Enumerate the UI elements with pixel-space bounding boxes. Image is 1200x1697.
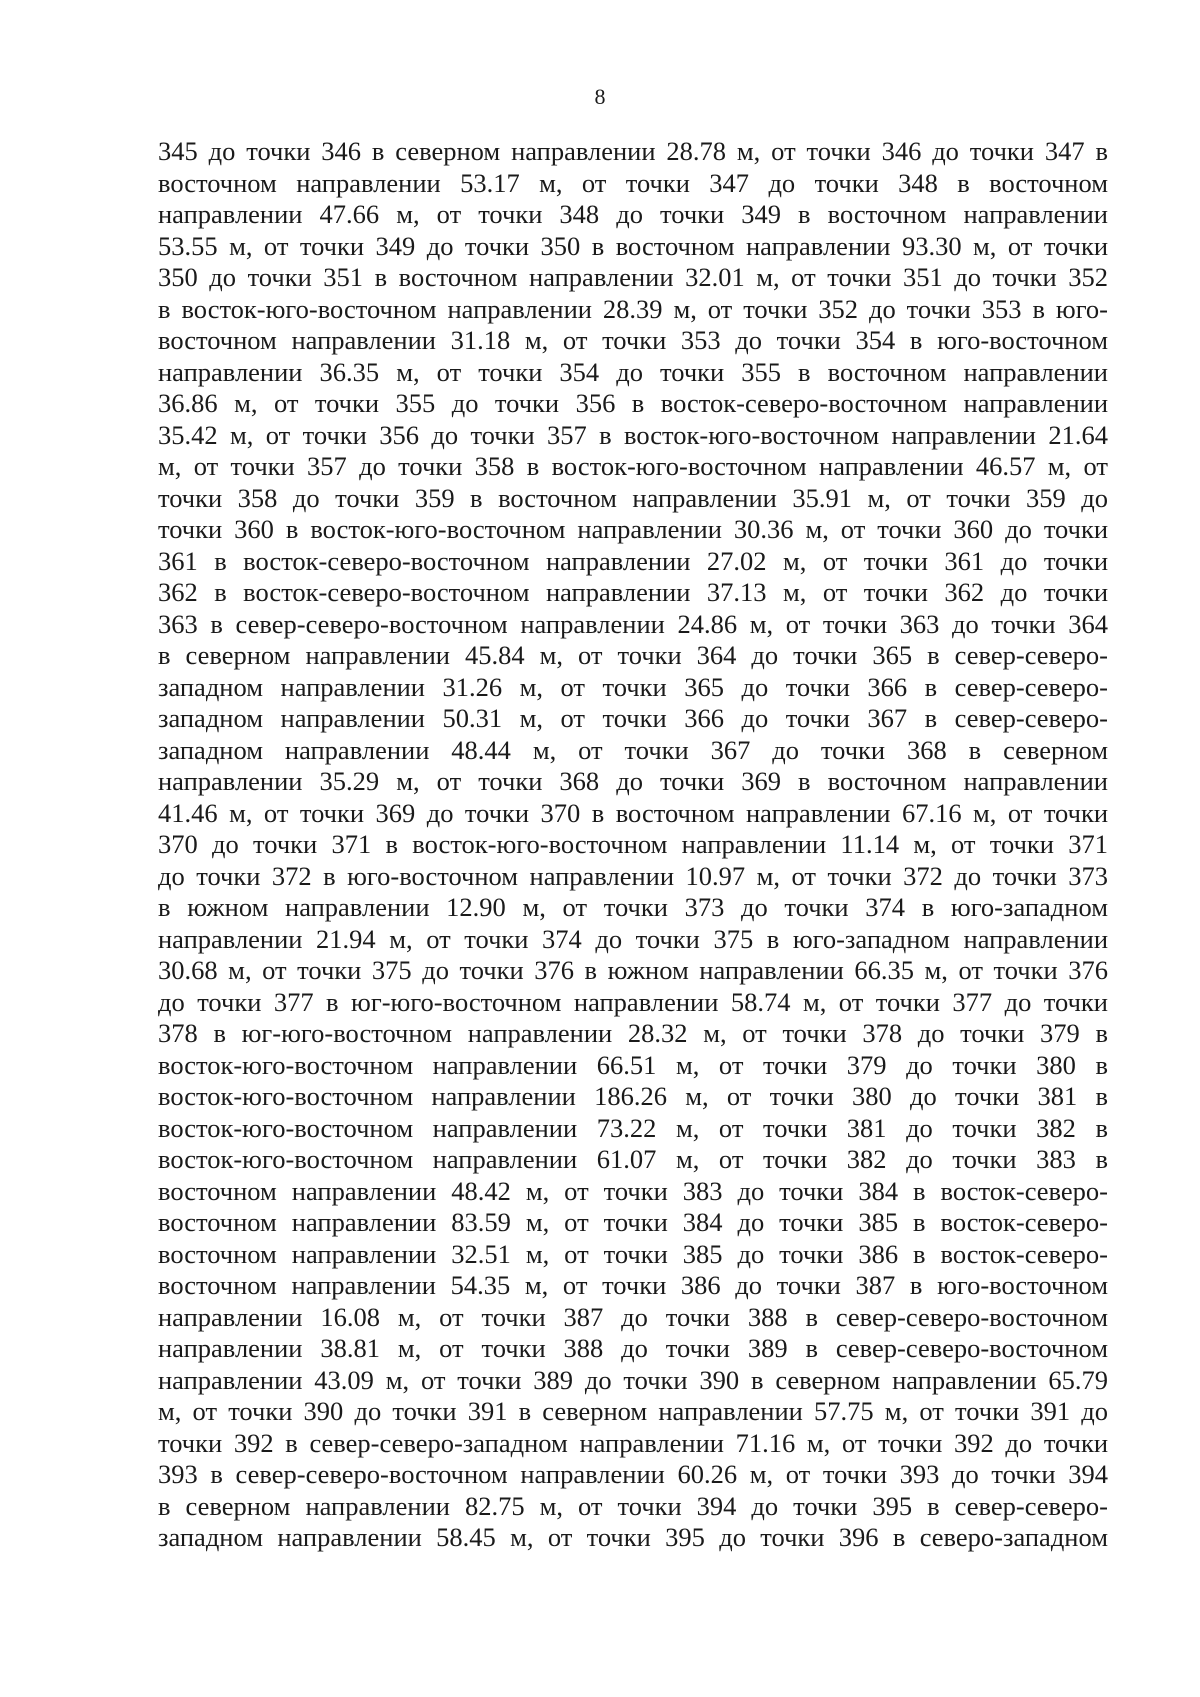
text-line: направлении 47.66 м, от точки 348 до точки 349 в восточном направлении <box>158 199 1108 229</box>
text-line: 350 до точки 351 в восточном направлении 32.01 м, от точки 351 до точки 352 <box>158 262 1108 292</box>
text-line: в южном направлении 12.90 м, от точки 373 до точки 374 в юго-западном <box>158 892 1108 922</box>
text-line: 36.86 м, от точки 355 до точки 356 в восток-северо-восточном направлении <box>158 388 1108 418</box>
text-line: 35.42 м, от точки 356 до точки 357 в восток-юго-восточном направлении 21.64 <box>158 419 1108 450</box>
text-line: 363 в север-северо-восточном направлении 24.86 м, от точки 363 до точки 364 <box>158 608 1108 639</box>
text-line: 370 до точки 371 в восток-юго-восточном направлении 11.14 м, от точки 371 <box>158 829 1108 859</box>
text-line: восточном направлении 53.17 м, от точки 347 до точки 348 в восточном <box>158 167 1108 198</box>
text-line: западном направлении 31.26 м, от точки 365 до точки 366 в север-северо- <box>158 671 1108 702</box>
text-line: точки 358 до точки 359 в восточном направлении 35.91 м, от точки 359 до <box>158 482 1108 513</box>
text-line: в северном направлении 45.84 м, от точки 364 до точки 365 в север-северо- <box>158 640 1108 670</box>
text-line: 41.46 м, от точки 369 до точки 370 в восточном направлении 67.16 м, от точки <box>158 797 1108 828</box>
text-line: направлении 16.08 м, от точки 387 до точки 388 в север-северо-восточном <box>158 1301 1108 1332</box>
text-line: 361 в восток-северо-восточном направлении 27.02 м, от точки 361 до точки <box>158 545 1108 576</box>
text-line: восточном направлении 48.42 м, от точки 383 до точки 384 в восток-северо- <box>158 1175 1108 1206</box>
text-line: направлении 35.29 м, от точки 368 до точки 369 в восточном направлении <box>158 766 1108 796</box>
text-line: восточном направлении 54.35 м, от точки 386 до точки 387 в юго-восточном <box>158 1270 1108 1300</box>
text-line: западном направлении 50.31 м, от точки 366 до точки 367 в север-северо- <box>158 703 1108 733</box>
text-line: восток-юго-восточном направлении 186.26 м, от точки 380 до точки 381 в <box>158 1081 1108 1111</box>
text-line: 393 в север-северо-восточном направлении 60.26 м, от точки 393 до точки 394 <box>158 1459 1108 1489</box>
text-line: восточном направлении 83.59 м, от точки 384 до точки 385 в восток-северо- <box>158 1207 1108 1237</box>
text-line: направлении 36.35 м, от точки 354 до точки 355 в восточном направлении <box>158 356 1108 387</box>
text-line: м, от точки 390 до точки 391 в северном направлении 57.75 м, от точки 391 до <box>158 1396 1108 1426</box>
text-line: точки 392 в север-северо-западном направлении 71.16 м, от точки 392 до точки <box>158 1427 1108 1458</box>
text-line: 378 в юг-юго-восточном направлении 28.32 м, от точки 378 до точки 379 в <box>158 1018 1108 1048</box>
text-line: до точки 372 в юго-восточном направлении 10.97 м, от точки 372 до точки 373 <box>158 860 1108 891</box>
text-line: направлении 21.94 м, от точки 374 до точки 375 в юго-западном направлении <box>158 923 1108 954</box>
text-line: 30.68 м, от точки 375 до точки 376 в южном направлении 66.35 м, от точки 376 <box>158 955 1108 985</box>
text-line: восточном направлении 32.51 м, от точки 385 до точки 386 в восток-северо- <box>158 1238 1108 1269</box>
text-line: 362 в восток-северо-восточном направлении 37.13 м, от точки 362 до точки <box>158 577 1108 607</box>
text-line: западном направлении 48.44 м, от точки 367 до точки 368 в северном <box>158 734 1108 765</box>
text-line: м, от точки 357 до точки 358 в восток-юго-восточном направлении 46.57 м, от <box>158 451 1108 481</box>
page-number: 8 <box>594 84 606 109</box>
body-text <box>158 136 1108 1554</box>
text-line: 53.55 м, от точки 349 до точки 350 в восточном направлении 93.30 м, от точки <box>158 230 1108 261</box>
text-line: в северном направлении 82.75 м, от точки 394 до точки 395 в север-северо- <box>158 1490 1108 1521</box>
text-line: в восток-юго-восточном направлении 28.39 м, от точки 352 до точки 353 в юго- <box>158 293 1108 324</box>
text-line: направлении 43.09 м, от точки 389 до точки 390 в северном направлении 65.79 <box>158 1364 1108 1395</box>
text-line: западном направлении 58.45 м, от точки 395 до точки 396 в северо-западном <box>158 1522 1108 1552</box>
text-line: восток-юго-восточном направлении 61.07 м, от точки 382 до точки 383 в <box>158 1144 1108 1174</box>
text-line: до точки 377 в юг-юго-восточном направлении 58.74 м, от точки 377 до точки <box>158 986 1108 1017</box>
text-line: восточном направлении 31.18 м, от точки 353 до точки 354 в юго-восточном <box>158 325 1108 355</box>
text-line: 345 до точки 346 в северном направлении 28.78 м, от точки 346 до точки 347 в <box>158 136 1108 166</box>
text-line: восток-юго-восточном направлении 73.22 м, от точки 381 до точки 382 в <box>158 1112 1108 1143</box>
text-line: направлении 38.81 м, от точки 388 до точки 389 в север-северо-восточном <box>158 1333 1108 1363</box>
text-line: точки 360 в восток-юго-восточном направлении 30.36 м, от точки 360 до точки <box>158 514 1108 544</box>
text-line: восток-юго-восточном направлении 66.51 м, от точки 379 до точки 380 в <box>158 1049 1108 1080</box>
